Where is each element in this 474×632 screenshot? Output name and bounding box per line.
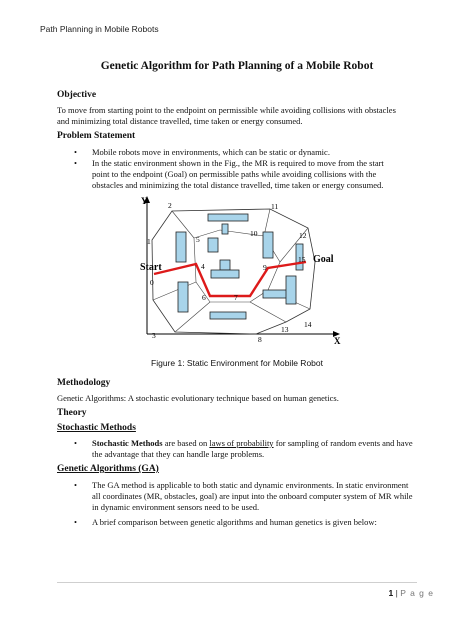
running-header: Path Planning in Mobile Robots <box>40 24 159 34</box>
node-label: 13 <box>281 325 289 334</box>
obstacle <box>176 232 186 262</box>
node-label: 5 <box>196 235 200 244</box>
figure-caption: Figure 1: Static Environment for Mobile Robot <box>151 358 323 368</box>
obstacle <box>178 282 188 312</box>
bullet-icon: • <box>74 480 77 490</box>
bullet-icon: • <box>74 517 77 527</box>
ga-bullet-1-line-3: in dynamic environment sensors need to be used. <box>92 502 260 512</box>
node-label: 8 <box>258 335 262 344</box>
bullet-icon: • <box>74 147 77 157</box>
footer-divider <box>57 582 417 583</box>
start-label: Start <box>140 262 162 273</box>
node-label: 14 <box>304 320 312 329</box>
ga-bullet-2: • A brief comparison between genetic algorithms and human genetics is given below: <box>74 517 377 527</box>
stochastic-bullet: • Stochastic Methods are based on laws of probability for sampling of random events and have <box>74 438 413 448</box>
node-label: 7 <box>234 293 238 302</box>
bullet-icon: • <box>74 438 77 448</box>
node-label: 12 <box>299 231 307 240</box>
problem-heading: Problem Statement <box>57 131 136 141</box>
methodology-text: Genetic Algorithms: A stochastic evolutionary technique based on human genetics. <box>57 393 339 403</box>
obstacle <box>208 238 218 252</box>
problem-bullet-2: • In the static environment shown in the Fig., the MR is required to move from the start <box>74 158 384 168</box>
problem-bullet-2-line-3: obstacles and minimizing the total distance travelled, time taken or energy consumed. <box>92 180 384 190</box>
theory-heading: Theory <box>57 408 87 418</box>
node-label: 2 <box>168 201 172 210</box>
obstacle <box>210 312 246 319</box>
node-label: 1 <box>147 237 151 246</box>
obstacle <box>220 260 230 270</box>
methodology-heading: Methodology <box>57 378 111 388</box>
static-environment-figure <box>138 192 342 352</box>
ga-bullet-1: • The GA method is applicable to both static and dynamic environments. In static environment <box>74 480 409 490</box>
laws-of-probability-link[interactable]: laws of probability <box>209 438 274 448</box>
obstacle <box>263 232 273 258</box>
obstacle <box>211 270 239 278</box>
objective-line-2: and minimizing total distance travelled, time taken or energy consumed. <box>57 116 303 126</box>
ga-heading: Genetic Algorithms (GA) <box>57 464 159 474</box>
node-label: 15 <box>298 255 306 264</box>
stochastic-bullet-line-2: the advantage that they can handle large problems. <box>92 449 265 459</box>
node-label: 4 <box>201 262 205 271</box>
node-label: 11 <box>271 202 279 211</box>
objective-heading: Objective <box>57 90 97 100</box>
node-label: 6 <box>202 293 206 302</box>
x-axis-label: X <box>334 336 341 346</box>
node-label: 0 <box>150 278 154 287</box>
bullet-icon: • <box>74 158 77 168</box>
problem-bullet-2-line-2: point to the endpoint (Goal) on permissible paths while avoiding collisions with the <box>92 169 377 179</box>
page-number: 1 | P a g e <box>388 588 434 598</box>
ga-bullet-1-line-2: all coordinates (MR, obstacles, goal) are input into the onboard computer system of MR while <box>92 491 413 501</box>
obstacle <box>286 276 296 304</box>
obstacle <box>222 224 228 234</box>
node-label: 9 <box>263 263 267 272</box>
obstacle <box>263 290 287 298</box>
stochastic-heading: Stochastic Methods <box>57 423 136 433</box>
document-title: Genetic Algorithm for Path Planning of a Mobile Robot <box>100 60 374 72</box>
goal-label: Goal <box>313 254 334 265</box>
y-axis-label: Y <box>141 196 148 206</box>
problem-bullet-1: • Mobile robots move in environments, which can be static or dynamic. <box>74 147 330 157</box>
objective-line-1: To move from starting point to the endpoint on permissible while avoiding collisions with obstacles <box>57 105 396 115</box>
node-label: 10 <box>250 229 258 238</box>
node-label: 3 <box>152 331 156 340</box>
obstacle <box>208 214 248 221</box>
